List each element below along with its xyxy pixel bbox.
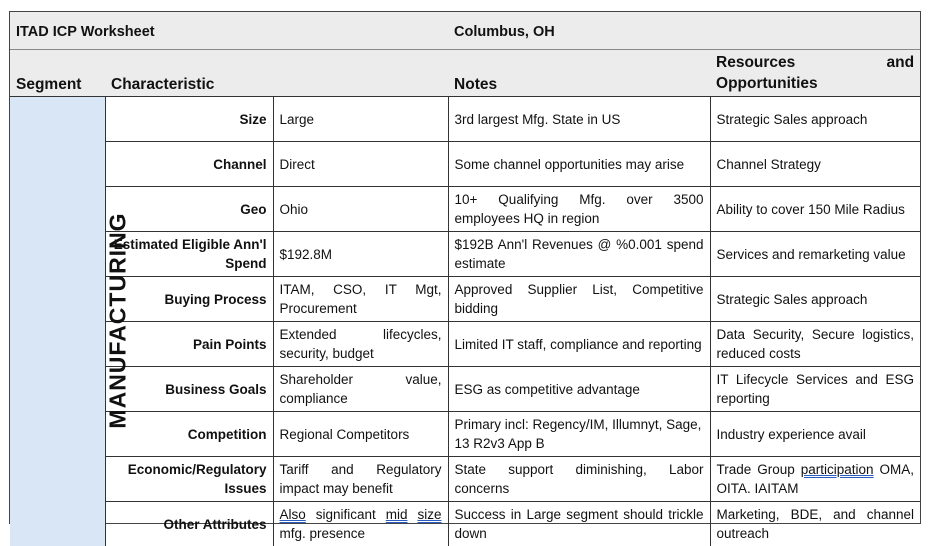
characteristic: Channel [105, 142, 273, 187]
header-resources-word1: Resources [716, 52, 795, 73]
resources: IT Lifecycle Services and ESG reporting [710, 367, 920, 412]
value: Shareholder value, compliance [273, 367, 448, 412]
header-row [10, 50, 920, 97]
table-row [10, 502, 920, 546]
notes: Success in Large segment should trickle down [448, 502, 710, 546]
notes: Limited IT staff, compliance and reporting [448, 322, 710, 367]
value: $192.8M [273, 232, 448, 277]
resources: Data Security, Secure logistics, reduced costs [710, 322, 920, 367]
header-resources [710, 50, 920, 97]
table-row [10, 142, 920, 187]
table-row [10, 187, 920, 232]
value-post: mfg. presence [280, 526, 366, 541]
resources: Strategic Sales approach [710, 277, 920, 322]
resources: Channel Strategy [710, 142, 920, 187]
value: Direct [273, 142, 448, 187]
characteristic: Business Goals [105, 367, 273, 412]
value: ITAM, CSO, IT Mgt, Procurement [273, 277, 448, 322]
notes: State support diminishing, Labor concerns [448, 457, 710, 502]
value-word-size: size [418, 507, 442, 522]
notes: Primary incl: Regency/IM, Illumnyt, Sage, 13 R2v3 App B [448, 412, 710, 457]
characteristic: Size [105, 97, 273, 142]
characteristic: Other Attributes [105, 502, 273, 546]
table-row [10, 322, 920, 367]
table-row [10, 277, 920, 322]
location: Columbus, OH [448, 12, 920, 50]
resources: Marketing, BDE, and channel outreach [710, 502, 920, 546]
notes: Approved Supplier List, Competitive bidding [448, 277, 710, 322]
notes: Some channel opportunities may arise [448, 142, 710, 187]
resources-post: OMA, OITA. IAITAM [717, 462, 915, 496]
header-notes: Notes [448, 50, 710, 97]
resources: Strategic Sales approach [710, 97, 920, 142]
value: Tariff and Regulatory impact may benefit [273, 457, 448, 502]
value: Large [273, 97, 448, 142]
worksheet [9, 11, 921, 524]
characteristic: Geo [105, 187, 273, 232]
value: Extended lifecycles, security, budget [273, 322, 448, 367]
icp-table [10, 12, 920, 546]
value: Regional Competitors [273, 412, 448, 457]
header-characteristic: Characteristic [105, 50, 448, 97]
value-word-mid: mid [386, 507, 408, 522]
table-row [10, 412, 920, 457]
notes: 10+ Qualifying Mfg. over 3500 employees HQ in region [448, 187, 710, 232]
resources-link: participation [801, 462, 874, 477]
title-row [10, 12, 920, 50]
resources-pre: Trade Group [717, 462, 801, 477]
resources: Ability to cover 150 Mile Radius [710, 187, 920, 232]
resources: Services and remarketing value [710, 232, 920, 277]
header-segment: Segment [10, 50, 105, 97]
characteristic: Economic/Regulatory Issues [105, 457, 273, 502]
segment-cell [10, 97, 105, 546]
header-resources-word3: Opportunities [716, 73, 914, 94]
characteristic: Estimated Eligible Ann'l Spend [105, 232, 273, 277]
notes: 3rd largest Mfg. State in US [448, 97, 710, 142]
value: Ohio [273, 187, 448, 232]
resources: Industry experience avail [710, 412, 920, 457]
header-resources-word2: and [886, 52, 914, 73]
value-word-also: Also [280, 507, 306, 522]
value-mid: significant [306, 507, 386, 522]
characteristic: Buying Process [105, 277, 273, 322]
table-row [10, 457, 920, 502]
notes: $192B Ann'l Revenues @ %0.001 spend estimate [448, 232, 710, 277]
table-row [10, 232, 920, 277]
notes: ESG as competitive advantage [448, 367, 710, 412]
segment-label: MANUFACTURING [109, 212, 128, 428]
table-row [10, 367, 920, 412]
resources [710, 457, 920, 502]
characteristic: Competition [105, 412, 273, 457]
table-row [10, 97, 920, 142]
characteristic: Pain Points [105, 322, 273, 367]
worksheet-title: ITAD ICP Worksheet [10, 12, 448, 50]
value [273, 502, 448, 546]
